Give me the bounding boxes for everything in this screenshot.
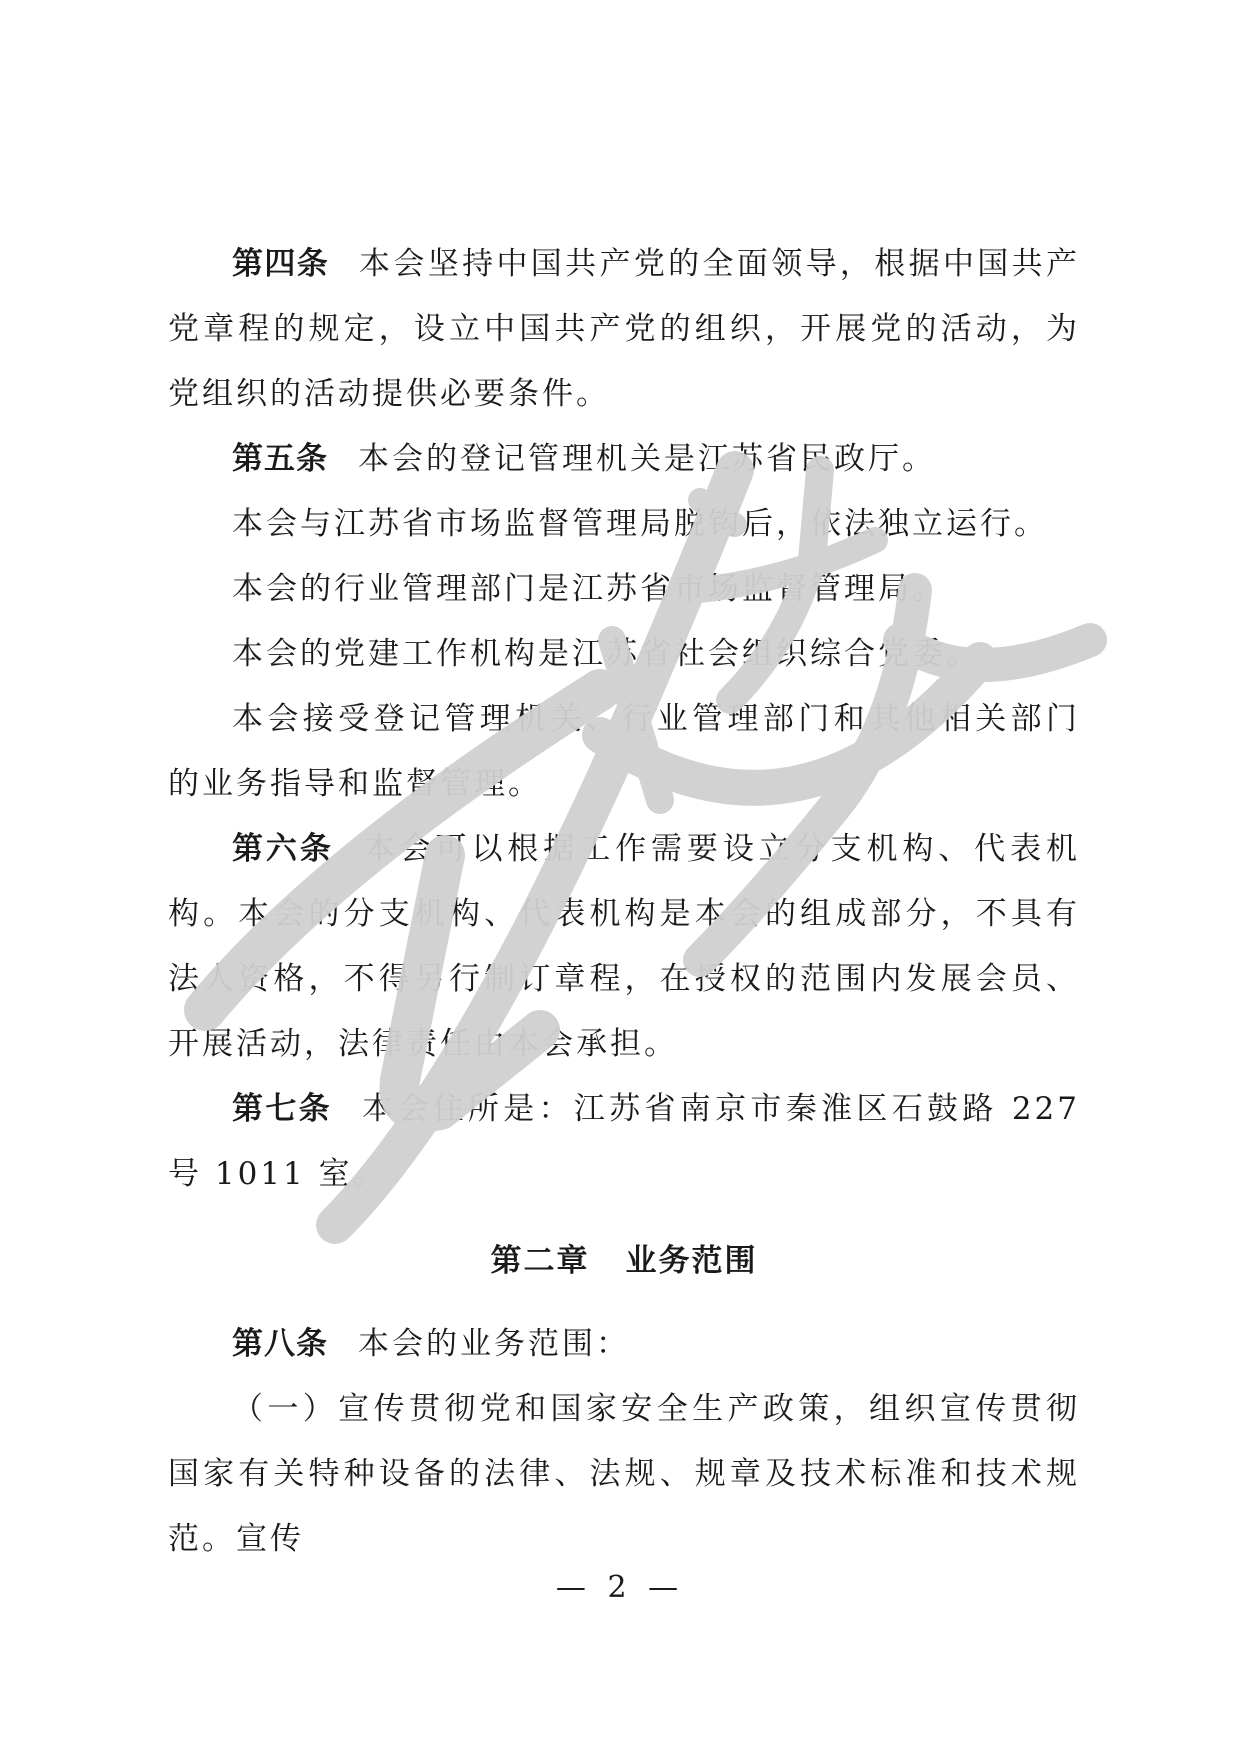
article-5-paragraph: 本会的党建工作机构是江苏省社会组织综合党委。: [232, 636, 980, 672]
article-text: 本会住所是：江苏省南京市秦淮区石鼓路 227 号 1011 室。: [168, 1091, 1080, 1192]
article-label: 第七条: [232, 1091, 332, 1127]
article-5: [168, 427, 1080, 492]
article-text: 本会的登记管理机关是江苏省民政厅。: [358, 441, 936, 477]
chapter-title: 业务范围: [625, 1243, 758, 1279]
article-label: 第八条: [232, 1326, 328, 1362]
article-text: 本会的业务范围：: [358, 1326, 630, 1362]
article-6: [168, 817, 1080, 1077]
article-8: [168, 1312, 1080, 1377]
article-text: 本会可以根据工作需要设立分支机构、代表机构。本会的分支机构、代表机构是本会的组成部分，不具有法人资格，不得另行制订章程，在授权的范围内发展会员、开展活动，法律责任由本会承担。: [168, 831, 1081, 1062]
article-label: 第四条: [232, 246, 330, 282]
article-8-item: （一）宣传贯彻党和国家安全生产政策，组织宣传贯彻国家有关特种设备的法律、法规、规章及技术标准和技术规范。宣传: [168, 1391, 1080, 1557]
chapter-number: 第二章: [490, 1243, 590, 1279]
article-label: 第六条: [232, 831, 334, 867]
chapter-heading: [168, 1229, 1080, 1294]
document-body: [168, 232, 1080, 1572]
article-5-paragraph: 本会接受登记管理机关、行业管理部门和其他相关部门的业务指导和监督管理。: [168, 701, 1080, 802]
article-text: 本会坚持中国共产党的全面领导，根据中国共产党章程的规定，设立中国共产党的组织，开展党的活动，为党组织的活动提供必要条件。: [168, 246, 1081, 412]
article-5-paragraph: 本会与江苏省市场监督管理局脱钩后，依法独立运行。: [232, 506, 1048, 542]
page-number: — 2 —: [555, 1570, 685, 1605]
article-4: [168, 232, 1080, 427]
article-5-paragraph: 本会的行业管理部门是江苏省市场监督管理局。: [232, 571, 946, 607]
article-label: 第五条: [232, 441, 328, 477]
article-7: [168, 1077, 1080, 1207]
